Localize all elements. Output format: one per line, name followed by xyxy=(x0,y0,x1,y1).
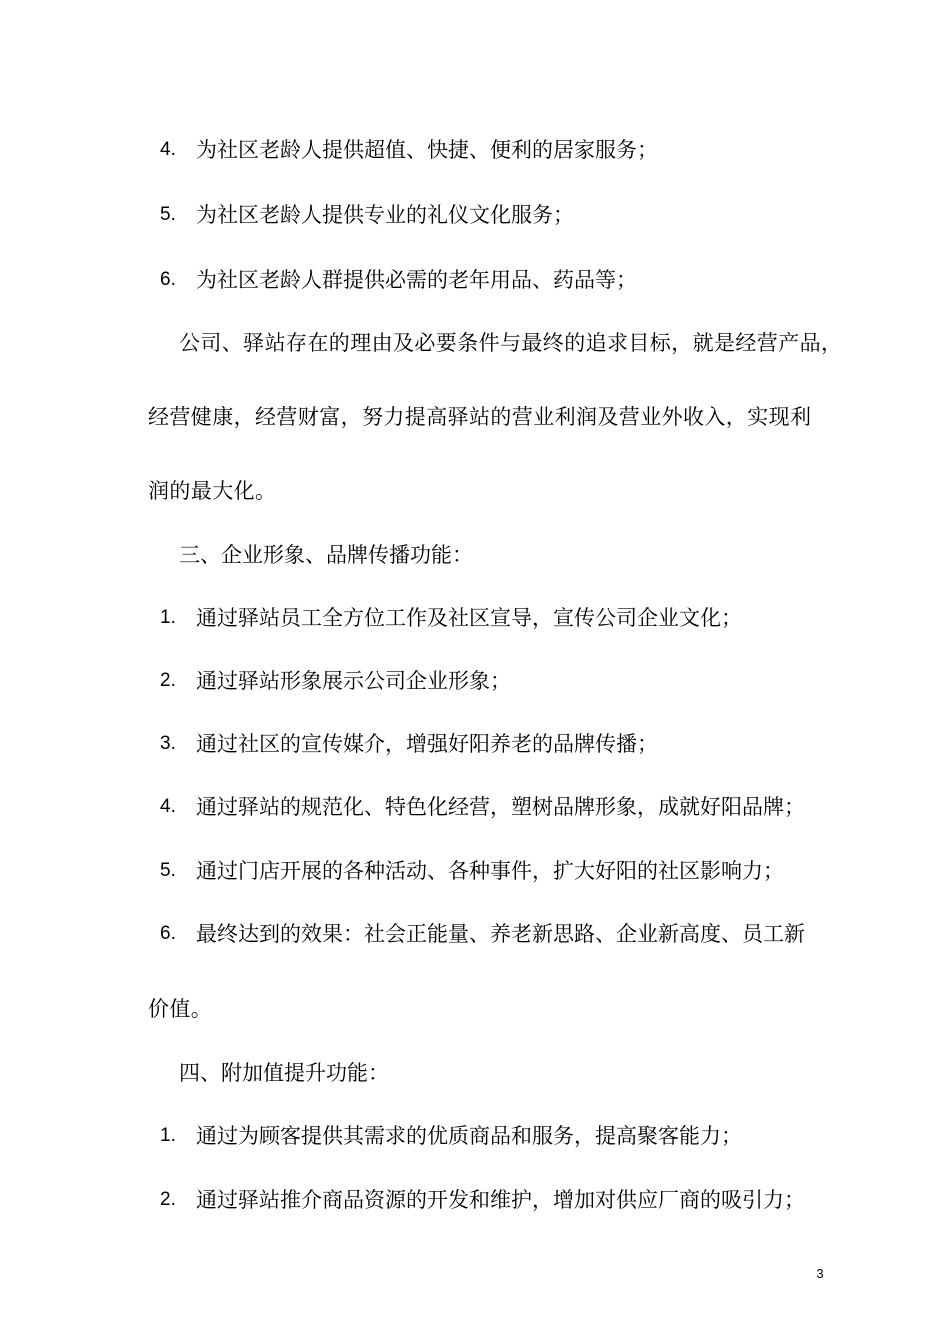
list-number: 3. xyxy=(160,733,176,754)
list-text: 为社区老龄人群提供必需的老年用品、药品等； xyxy=(196,268,637,292)
list-text: 通过驿站形象展示公司企业形象； xyxy=(196,669,511,693)
section-heading-text: 三、企业形象、品牌传播功能： xyxy=(179,543,473,567)
list-number: 4. xyxy=(160,139,176,160)
list-text: 为社区老龄人提供专业的礼仪文化服务； xyxy=(196,203,574,227)
list-number: 2. xyxy=(160,1189,176,1210)
list-text: 通过驿站的规范化、特色化经营，塑树品牌形象，成就好阳品牌； xyxy=(196,795,805,819)
list-text: 最终达到的效果：社会正能量、养老新思路、企业新高度、员工新 xyxy=(196,922,805,946)
page-number: 3 xyxy=(816,1266,824,1281)
paragraph-text: 润的最大化。 xyxy=(148,479,277,503)
list-text: 为社区老龄人提供超值、快捷、便利的居家服务； xyxy=(196,138,658,162)
list-text: 通过社区的宣传媒介，增强好阳养老的品牌传播； xyxy=(196,732,658,756)
list-number: 1. xyxy=(160,607,176,628)
list-number: 2. xyxy=(160,670,176,691)
list-number: 5. xyxy=(160,860,176,881)
list-text: 通过门店开展的各种活动、各种事件，扩大好阳的社区影响力； xyxy=(196,859,784,883)
list-number: 1. xyxy=(160,1125,176,1146)
section-heading-text: 四、附加值提升功能： xyxy=(179,1061,389,1085)
list-text: 通过为顾客提供其需求的优质商品和服务，提高聚客能力； xyxy=(196,1124,742,1148)
list-text: 通过驿站推介商品资源的开发和维护，增加对供应厂商的吸引力； xyxy=(196,1188,805,1212)
list-text: 价值。 xyxy=(148,997,213,1021)
list-number: 6. xyxy=(160,269,176,290)
paragraph-text: 公司、驿站存在的理由及必要条件与最终的追求目标，就是经营产品， xyxy=(179,331,843,355)
list-number: 6. xyxy=(160,923,176,944)
paragraph-text: 经营健康，经营财富，努力提高驿站的营业利润及营业外收入，实现利 xyxy=(148,405,812,429)
list-number: 5. xyxy=(160,204,176,225)
list-text: 通过驿站员工全方位工作及社区宣导，宣传公司企业文化； xyxy=(196,606,742,630)
list-number: 4. xyxy=(160,796,176,817)
